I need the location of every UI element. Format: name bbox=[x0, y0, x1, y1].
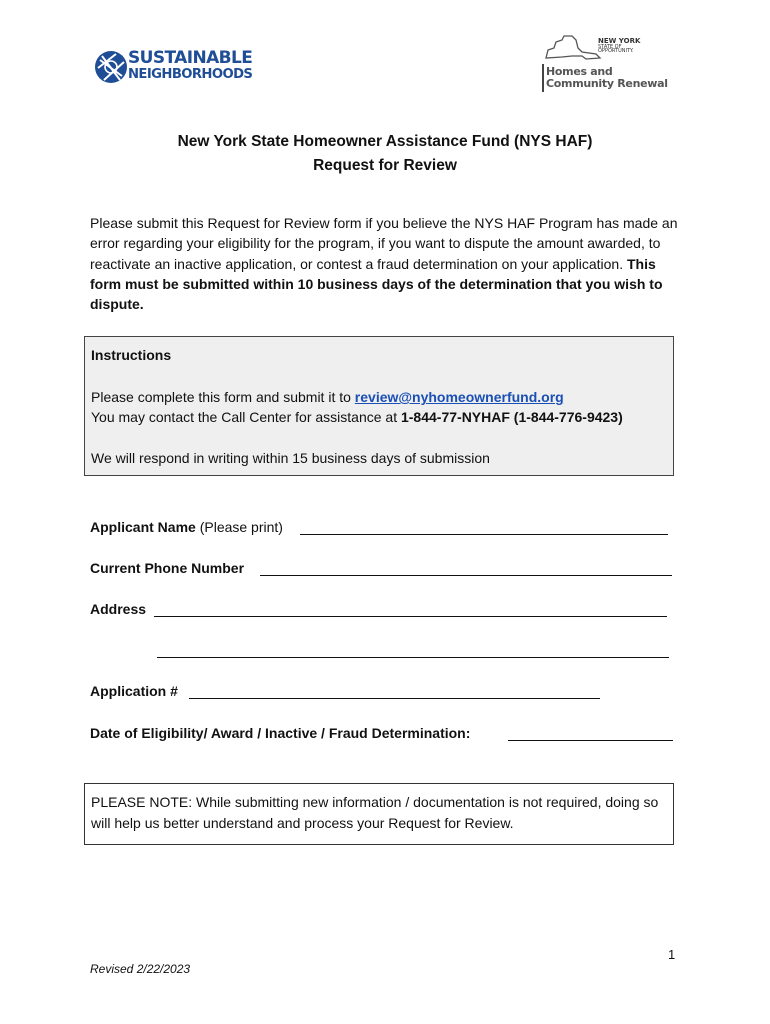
nys-line-3: OPPORTUNITY. bbox=[598, 48, 634, 55]
submit-text: Please complete this form and submit it to bbox=[91, 389, 355, 405]
agency-line-2: Community Renewal bbox=[546, 77, 668, 91]
logo-line-1: SUSTAINABLE bbox=[128, 48, 253, 68]
sustainable-neighborhoods-logo bbox=[94, 48, 264, 88]
applicant-label: Applicant Name bbox=[90, 519, 196, 535]
review-email-link[interactable]: review@nyhomeownerfund.org bbox=[354, 389, 564, 405]
instructions-response-line: We will respond in writing within 15 business days of submission bbox=[91, 450, 490, 466]
applicant-name-field[interactable] bbox=[300, 534, 668, 535]
document-title bbox=[0, 130, 770, 178]
application-number-field[interactable] bbox=[189, 698, 600, 699]
logo-divider bbox=[542, 64, 544, 92]
call-text: You may contact the Call Center for assistance at bbox=[91, 409, 401, 425]
new-york-state-outline-icon bbox=[542, 34, 602, 62]
title-line-2: Request for Review bbox=[313, 157, 457, 174]
phone-label bbox=[90, 559, 244, 577]
address-field-line-1[interactable] bbox=[154, 616, 667, 617]
globe-icon bbox=[94, 50, 128, 84]
please-note-box: PLEASE NOTE: While submitting new information / documentation is not required, doing so will help us better understand and process your Request for Review. bbox=[84, 783, 674, 845]
address-label-text: Address bbox=[90, 601, 147, 617]
nys-line-2: STATE OF bbox=[598, 43, 622, 50]
page-number: 1 bbox=[668, 947, 676, 962]
application-number-label bbox=[90, 682, 178, 700]
determination-date-label bbox=[90, 724, 470, 742]
agency-name bbox=[546, 66, 668, 90]
applicant-name-label bbox=[90, 518, 283, 536]
phone-field[interactable] bbox=[260, 575, 672, 576]
determination-date-field[interactable] bbox=[508, 740, 673, 741]
instructions-submit-line bbox=[91, 387, 564, 408]
logo-line-2: NEIGHBORHOODS bbox=[128, 67, 253, 82]
intro-paragraph bbox=[90, 213, 680, 314]
date-label-text: Date of Eligibility/ Award / Inactive / Fraud Determination: bbox=[90, 725, 471, 741]
title-line-1: New York State Homeowner Assistance Fund (NYS HAF) bbox=[177, 133, 593, 150]
revision-date: Revised 2/22/2023 bbox=[90, 962, 191, 976]
address-label bbox=[90, 600, 146, 618]
applicant-hint: (Please print) bbox=[195, 519, 283, 535]
instructions-heading: Instructions bbox=[91, 347, 172, 363]
hcr-logo bbox=[542, 34, 672, 94]
intro-deadline: This form must be submitted within 10 business days of the determination that you wish to dispute. bbox=[90, 255, 663, 313]
agency-line-1: Homes and bbox=[546, 65, 613, 78]
instructions-call-line bbox=[91, 407, 623, 428]
address-field-line-2[interactable] bbox=[157, 657, 669, 658]
application-label-text: Application # bbox=[90, 683, 178, 699]
nys-text bbox=[598, 38, 640, 54]
phone-label-text: Current Phone Number bbox=[90, 560, 245, 576]
instructions-box bbox=[84, 336, 674, 476]
call-center-phone: 1-844-77-NYHAF (1-844-776-9423) bbox=[400, 409, 623, 425]
nys-line-1: NEW YORK bbox=[598, 37, 641, 45]
intro-text: Please submit this Request for Review form if you believe the NYS HAF Program has made an error regarding your eligibility for the program, if you want to dispute the amount awarded, to reactivate an inactive application, or contest a fraud determination on your application. bbox=[90, 215, 678, 272]
